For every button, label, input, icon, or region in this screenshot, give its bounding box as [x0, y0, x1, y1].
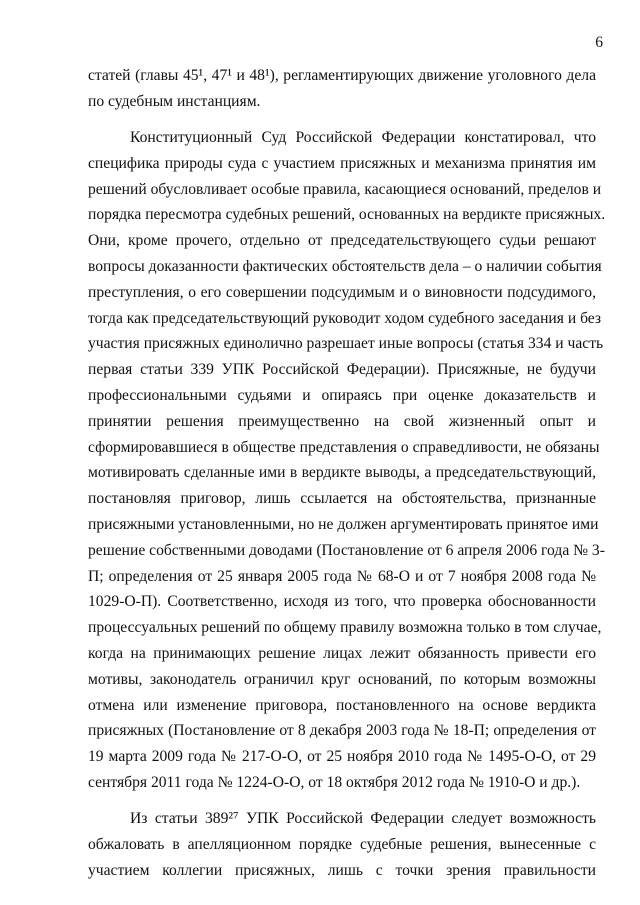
text-line: первая статьи 339 УПК Российской Федерации). Присяжные, не будучи	[88, 361, 596, 379]
text-line: сентября 2011 года № 1224-О-О, от 18 октября 2012 года № 1910-О и др.).	[88, 774, 581, 792]
text-line: статей (главы 45¹, 47¹ и 48¹), регламентирующих движение уголовного дела	[88, 67, 596, 84]
text-line: решений обусловливает особые правила, касающиеся оснований, пределов и	[88, 180, 602, 198]
text-line: мотивы, законодатель ограничил круг оснований, по которым возможны	[88, 670, 596, 688]
text-line: порядка пересмотра судебных решений, основанных на вердикте присяжных.	[88, 206, 606, 224]
page-number: 6	[595, 34, 603, 51]
text-line: решение собственными доводами (Постановление от 6 апреля 2006 года № 3-	[88, 541, 605, 559]
text-line: Конституционный Суд Российской Федерации констатировал, что	[130, 129, 596, 147]
text-line: 19 марта 2009 года № 217-О-О, от 25 ноября 2010 года № 1495-О-О, от 29	[88, 748, 596, 766]
paragraph-gap	[88, 796, 596, 807]
text-line: обжаловать в апелляционном порядке судебные решения, вынесенные с	[88, 836, 596, 854]
text-line: когда на принимающих решение лицах лежит обязанность привести его	[88, 645, 596, 663]
text-line: вопросы доказанности фактических обстоятельств дела – о наличии события	[88, 258, 602, 276]
text-line: сформировавшиеся в обществе представления о справедливости, не обязаны	[88, 438, 600, 456]
text-line: присяжных (Постановление от 8 декабря 2003 года № 18-П; определения от	[88, 722, 596, 740]
text-line: Из статьи 389²⁷ УПК Российской Федерации следует возможность	[130, 810, 596, 828]
text-line: по судебным инстанциям.	[88, 92, 261, 110]
text-line: постановляя приговор, лишь ссылается на обстоятельства, признанные	[88, 490, 596, 508]
text-line: участия присяжных единолично разрешает иные вопросы (статья 334 и часть	[88, 335, 604, 353]
text-line: участием коллегии присяжных, лишь с точки зрения правильности	[88, 861, 596, 879]
text-line: специфика природы суда с участием присяжных и механизма принятия им	[88, 154, 596, 172]
document-body	[88, 63, 606, 884]
text-line: тогда как председательствующий руководит ходом судебного заседания и без	[88, 309, 602, 327]
text-line: преступления, о его совершении подсудимым и о виновности подсудимого,	[88, 283, 596, 301]
text-line: отмена или изменение приговора, постановленного на основе вердикта	[88, 696, 596, 714]
text-line: Они, кроме прочего, отдельно от председательствующего судьи решают	[88, 232, 596, 250]
text-line: 1029-О-П). Соответственно, исходя из того, что проверка обоснованности	[88, 593, 596, 611]
text-line: присяжными установленными, но не должен аргументировать принятое ими	[88, 516, 599, 534]
text-line: П; определения от 25 января 2005 года № 68-О и от 7 ноября 2008 года №	[88, 567, 596, 585]
text-line: процессуальных решений по общему правилу возможна только в том случае,	[88, 619, 602, 637]
text-line: профессиональными судьями и опираясь при оценке доказательств и	[88, 387, 596, 405]
paragraph-gap	[88, 115, 596, 126]
text-line: принятии решения преимущественно на свой жизненный опыт и	[88, 412, 596, 430]
text-line: мотивировать сделанные ими в вердикте выводы, а председательствующий,	[88, 464, 596, 482]
